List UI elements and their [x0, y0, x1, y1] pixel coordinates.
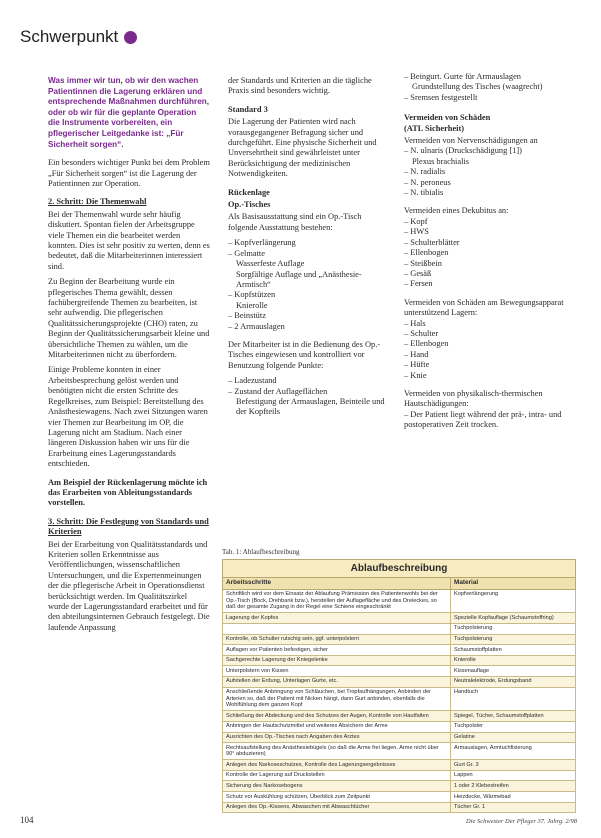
page-number: 104 — [20, 815, 34, 825]
table-row — [223, 711, 576, 722]
table-row — [223, 781, 576, 792]
nerve-list — [404, 146, 574, 198]
table-row — [223, 687, 576, 711]
list-item: – Hüfte — [404, 360, 430, 370]
material-cell: Armauslagen, Armtuchfixierung — [451, 743, 576, 760]
table-row — [223, 666, 576, 677]
column-2 — [228, 76, 388, 423]
equipment-list — [228, 238, 388, 332]
paragraph: Vermeiden von Schäden am Bewegungsapparat unterstützend Lagern: — [404, 297, 564, 318]
list-item: – Ladezustand — [228, 376, 277, 386]
list-item: – Sremsen festgestellt — [404, 92, 478, 102]
step-cell: Kontrolle, ob Schulter rutschig sein, ggf. unterpolstern — [223, 634, 451, 645]
list-item: – Schulterblätter — [404, 237, 460, 247]
decubitus-list — [404, 217, 574, 290]
table-header-row — [223, 578, 576, 590]
list-item: – Ellenbogen — [404, 339, 449, 349]
list-item: – Kopfverlängerung — [228, 238, 296, 248]
procedure-table — [222, 548, 576, 813]
list-item: Knierolle — [236, 300, 268, 310]
list-item: – N. tibialis — [404, 188, 444, 198]
list-item: – Beinstütz — [228, 311, 266, 321]
table-row — [223, 634, 576, 645]
step-cell: Kontrolle der Lagerung auf Druckstellen — [223, 770, 451, 781]
list-item: Sorgfältige Auflage und „Anästhesie-Armtisch“ — [236, 269, 362, 289]
paragraph: Zu Beginn der Bearbeitung wurde ein pflegerisches Thema gewählt, dessen fachübergreifende Themen zu bearbeiten, ist sehr aufwendig. Die pflegerischen Qualitätssicherungsprojekte (CHO) raten, zu Beginn der Qualitätssicherungsarbeit kleine und übersichtliche Themen zu wählen, um die Mitarbeiterinnen nicht zu überfordern. — [48, 277, 210, 360]
table-row — [223, 676, 576, 687]
step-cell: Schriftlich wird vor dem Einsatz der Ablaufung Prämission des Patientenwohls bei der Op.-Tisch (Bock, Drehbank bzw.), herstellen der Auflagefläche und des Dreieckes, so daß der gesamte Zugang in der Regel eine Schiene eingeschränkt — [223, 589, 451, 613]
material-cell: Kissenauflage — [451, 666, 576, 677]
section-dot-icon — [124, 31, 137, 44]
material-cell: Handtuch — [451, 687, 576, 711]
list-item: – Kopfstützen — [228, 290, 276, 300]
material-cell: Neutralelektrode, Erdungsband — [451, 676, 576, 687]
table-title: Ablaufbeschreibung — [222, 559, 576, 577]
step-cell: Sachgerechte Lagerung der Kniegelenke — [223, 655, 451, 666]
step-cell: Aufstellen der Erdung, Unterlagen Gurte, etc. — [223, 676, 451, 687]
paragraph: der Standards und Kriterien an die tägliche Praxis sind besonders wichtig. — [228, 76, 372, 96]
list-item: – Kopf — [404, 216, 428, 226]
step-cell: Schutz vor Auskühlung schützen, Überblick zum Zeitpunkt — [223, 792, 451, 803]
list-item: Wasserfeste Auflage — [236, 259, 305, 269]
material-cell: Lappen — [451, 770, 576, 781]
paragraph: Vermeiden eines Dekubitus an: — [404, 206, 509, 216]
paragraph: Der Mitarbeiter ist in die Bedienung des Op.-Tisches eingewiesen und kontrolliert vor Benutzung folgende Punkte: — [228, 339, 381, 370]
list-item: – Gelmatte — [228, 248, 265, 258]
table-row — [223, 645, 576, 656]
subheading: Rückenlage — [228, 187, 270, 197]
paragraph: Vermeiden von Nervenschädigungen an — [404, 136, 538, 146]
table-header: Arbeitsschritte — [223, 578, 451, 590]
material-cell: Schaumstoffplatten — [451, 645, 576, 656]
list-item: – Schulter — [404, 328, 439, 338]
table-row — [223, 623, 576, 634]
section-heading: 3. Schritt: Die Festlegung von Standards und Kriterien — [48, 516, 209, 537]
step-cell: Schließung der Abdeckung und des Schutzes der Augen, Kontrolle von Hautfalten — [223, 711, 451, 722]
table — [222, 577, 576, 813]
musculoskeletal-list — [404, 319, 574, 381]
lead-paragraph: Was immer wir tun, ob wir den wachen Patientinnen die Lagerung erklären und entsprechende Maßnahmen durchführen, oder ob wir für die geplante Operation die Instrumente vorbereiten, ein pflegerischer Leitgedanke ist: „Für Sicherheit sorgen“. — [48, 76, 210, 149]
table-caption: Tab. 1: Ablaufbeschreibung — [222, 548, 300, 556]
column-1 — [48, 76, 210, 638]
step-cell: Anschließende Anbringung von Schläuchen, bei Tropfaufhängungen, Anbinden der Arterien so, daß der Patient mit Nicken hängt, dann Gurt anbinden, ebenfalls die Wohlfühlung dem ganzen Kopf — [223, 687, 451, 711]
list-item: – N. ulnaris (Druckschädigung [1]) — [404, 146, 522, 156]
thermal-list — [404, 410, 574, 431]
list-item: – Gesäß — [404, 268, 432, 278]
paragraph: Die Lagerung der Patienten wird nach vorausgegangener Befragung sicher und durchgeführt. Eine physische Sicherheit und Unversehrtheit sind gewährleistet unter Berücksichtigung der medizinischen Notwendigkeiten. — [228, 117, 377, 179]
step-cell: Ausrichten des Op.-Tisches nach Angaben des Arztes — [223, 732, 451, 743]
step-cell: Rechtsaufstellung des Anästhesiebügels (so daß die Arme frei liegen, Arme nicht über 90° abduzieren) — [223, 743, 451, 760]
table-row — [223, 655, 576, 666]
bold-paragraph: Am Beispiel der Rückenlagerung möchte ich das Erarbeiten von Ableitungsstandards vorstellen. — [48, 477, 208, 508]
page-header — [20, 24, 137, 50]
step-cell: Unterpolstern von Kissen — [223, 666, 451, 677]
table-body — [223, 589, 576, 813]
step-cell: Sicherung des Narkosebogens — [223, 781, 451, 792]
journal-source: Die Schwester Der Pfleger 37. Jahrg. 2/98 — [466, 818, 577, 825]
material-cell: Gelatine — [451, 732, 576, 743]
list-item: – Beingurt. Gurte für Armauslagen — [404, 72, 521, 81]
table-row — [223, 732, 576, 743]
list-item: – 2 Armauslagen — [228, 321, 285, 331]
column-3 — [404, 72, 574, 436]
step-cell: Anlegen des Narkoseschutzes, Kontrolle des Lagerungsergebnisses — [223, 760, 451, 771]
section-heading: 2. Schritt: Die Themenwahl — [48, 197, 147, 207]
material-cell: 1 oder 2 Klebestreifen — [451, 781, 576, 792]
section-title: Schwerpunkt — [20, 27, 119, 46]
paragraph: Einige Probleme konnten in einer Arbeitsbesprechung gelöst werden und benötigten nicht die ersten Schritte des Regelkreises, zum Beispiel: Bereitstellung des Anästhesiewagens. Nach zwei Sitzungen waren vier Themen zur Bearbeitung im OP, die Lagerung nicht am Stadium. Nach einer längeren Diskussion haben wir uns für die Erarbeitung eines Lagerungsstandards entschieden. — [48, 365, 208, 469]
table-row — [223, 760, 576, 771]
list-item: – N. radialis — [404, 167, 446, 177]
subheading: Op.-Tisches — [228, 200, 271, 210]
material-cell: Spiegel, Tücher, Schaumstoffplatten — [451, 711, 576, 722]
paragraph: Vermeiden von physikalisch-thermischen Hautschädigungen: — [404, 388, 543, 409]
paragraph: Bei der Erarbeitung von Qualitätsstandards und Kriterien sollen Erkenntnisse aus Veröffentlichungen, wissenschaftlichen Untersuchungen, und die Expertenmeinungen der die pflegerische Arbeit in Operationsdienst berücksichtigt werden. Im Qualitätszirkel wurde der Lagerungsstandard erarbeitet und für den abteilungsinternen Gebrauch festgelegt. Die laufende Anpassung — [48, 539, 210, 632]
material-cell: Knierolle — [451, 655, 576, 666]
list-item: – Ellenbogen — [404, 248, 449, 258]
step-cell: Lagerung der Kopfes — [223, 613, 451, 624]
material-cell: Tücher Gr. 1 — [451, 802, 576, 813]
list-item: – Hand — [404, 349, 429, 359]
subheading: Standard 3 — [228, 104, 268, 114]
list-item: – N. peroneus — [404, 177, 451, 187]
step-cell: Anlegen des Op.-Kissens, Abwaschen mit Abwaschtücher — [223, 802, 451, 813]
material-cell: Heizdecke, Wärmebad — [451, 792, 576, 803]
list-item: – Steißbein — [404, 258, 442, 268]
material-cell: Spezielle Kopfauflage (Schaumstoffring) — [451, 613, 576, 624]
table-row — [223, 589, 576, 613]
material-cell: Kopfverlängerung — [451, 589, 576, 613]
material-cell: Gurt Gr. 3 — [451, 760, 576, 771]
step-cell — [223, 623, 451, 634]
check-list — [228, 376, 388, 418]
list-item: – Der Patient liegt während der prä-, intra- und postoperativen Zeit trocken. — [404, 409, 562, 430]
subheading: Vermeiden von Schäden — [404, 113, 491, 123]
list-item: – Hals — [404, 318, 426, 328]
material-cell: Tuchpolsterung — [451, 623, 576, 634]
check-list-continued — [404, 72, 574, 103]
list-item: – Zustand der Auflageflächen — [228, 386, 328, 396]
paragraph: Ein besonders wichtiger Punkt bei dem Problem „Für Sicherheit sorgen“ ist die Lagerung der Patientinnen zur Operation. — [48, 158, 210, 188]
paragraph: Bei der Themenwahl wurde sehr häufig diskutiert. Spontan fielen der Arbeitsgruppe viele Themen ein die bearbeitet werden konnten. Dies ist sehr positiv zu werten, denn es bedeutet, daß die Mitarbeiterinnen interessiert sind. — [48, 209, 210, 271]
step-cell: Auflagen vor Patienten befestigen, sicher — [223, 645, 451, 656]
material-cell: Tuchpolsterung — [451, 634, 576, 645]
list-item: – Fersen — [404, 279, 433, 289]
list-item: – HWS — [404, 227, 429, 237]
subheading: (ATL Sicherheit) — [404, 123, 465, 133]
list-item: Befestigung der Armauslagen, Beinteile und der Kopfteils — [236, 396, 385, 417]
table-header: Material — [451, 578, 576, 590]
table-row — [223, 792, 576, 803]
list-item: Grundstellung des Tisches (waagrecht) — [412, 82, 543, 92]
step-cell: Anbringen der Hautschutzmittel und weiteres Absichern der Arme — [223, 721, 451, 732]
material-cell: Tuchpolster — [451, 721, 576, 732]
table-row — [223, 802, 576, 813]
table-row — [223, 613, 576, 624]
list-item: Plexus brachialis — [412, 156, 469, 166]
table-row — [223, 721, 576, 732]
table-row — [223, 743, 576, 760]
paragraph: Als Basisausstattung sind ein Op.-Tisch folgende Ausstattung bestehen: — [228, 212, 362, 232]
list-item: – Knie — [404, 370, 427, 380]
table-row — [223, 770, 576, 781]
